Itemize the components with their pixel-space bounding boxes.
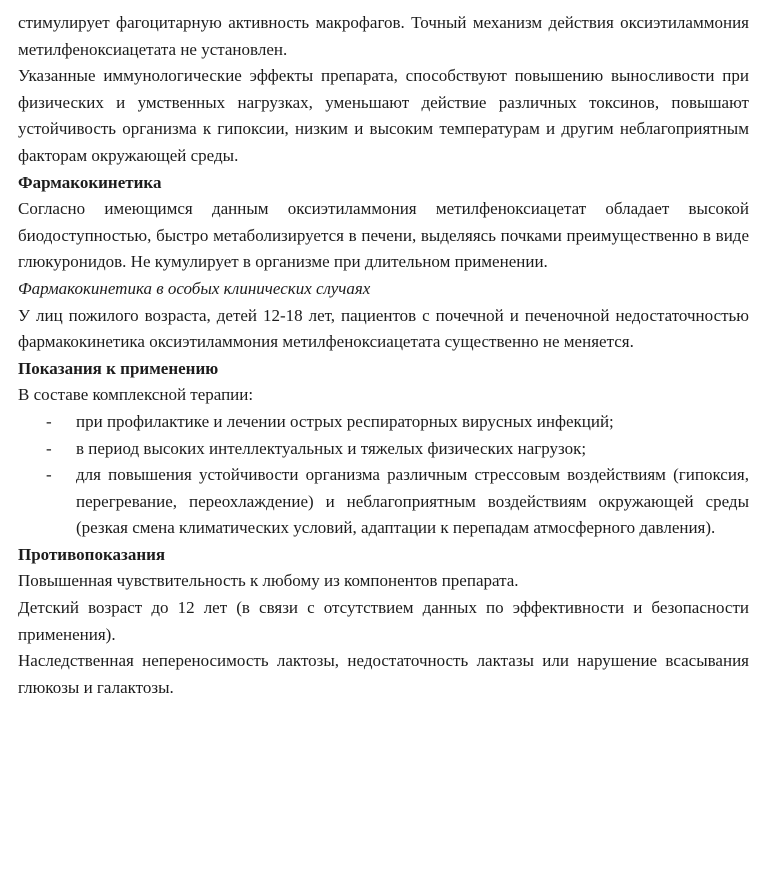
indications-intro: В составе комплексной терапии: <box>18 385 254 405</box>
list-item-text: для повышения устойчивости организма различным стрессовым воздействиям (гипоксия, перегревание, переохлаждение) и неблагоприятным воздействиям окружающей среды (резкая смена климатических условий, адаптации к перепадам атмосферного давления). <box>76 465 749 538</box>
indications-list <box>18 409 749 542</box>
dash-bullet: - <box>46 438 52 458</box>
indications-list-item <box>46 436 749 463</box>
pharmacokinetics-text: Согласно имеющимся данным оксиэтиламмония метилфеноксиацетат обладает высокой биодоступностью, быстро метаболизируется в печени, выделяясь почками преимущественно в виде глюкуронидов. Не кумулирует в организме при длительном применении. <box>18 199 749 272</box>
indications-list-item <box>46 462 749 542</box>
list-item-text: при профилактике и лечении острых респираторных вирусных инфекций; <box>76 411 614 431</box>
document-page <box>18 10 749 701</box>
pharmacokinetics-special-heading: Фармакокинетика в особых клинических случаях <box>18 278 371 298</box>
contraindication-item: Детский возраст до 12 лет (в связи с отсутствием данных по эффективности и безопасности применения). <box>18 598 749 644</box>
intro-paragraph-1: стимулирует фагоцитарную активность макрофагов. Точный механизм действия оксиэтиламмония метилфеноксиацетата не установлен. <box>18 13 749 59</box>
contraindication-item: Наследственная непереносимость лактозы, недостаточность лактазы или нарушение всасывания глюкозы и галактозы. <box>18 651 749 697</box>
intro-paragraph-2: Указанные иммунологические эффекты препарата, способствуют повышению выносливости при физических и умственных нагрузках, уменьшают действие различных токсинов, повышают устойчивость организма к гипоксии, низким и высоким температурам и другим неблагоприятным факторам окружающей среды. <box>18 66 749 165</box>
list-item-text: в период высоких интеллектуальных и тяжелых физических нагрузок; <box>76 438 587 458</box>
indications-list-item <box>46 409 749 436</box>
indications-heading: Показания к применению <box>18 358 219 378</box>
contraindications-heading: Противопоказания <box>18 544 166 564</box>
pharmacokinetics-heading: Фармакокинетика <box>18 172 162 192</box>
dash-bullet: - <box>46 465 52 485</box>
dash-bullet: - <box>46 411 52 431</box>
pharmacokinetics-special-text: У лиц пожилого возраста, детей 12-18 лет, пациентов с почечной и печеночной недостаточностью фармакокинетика оксиэтиламмония метилфеноксиацетата существенно не меняется. <box>18 305 749 352</box>
contraindication-item: Повышенная чувствительность к любому из компонентов препарата. <box>18 571 519 591</box>
